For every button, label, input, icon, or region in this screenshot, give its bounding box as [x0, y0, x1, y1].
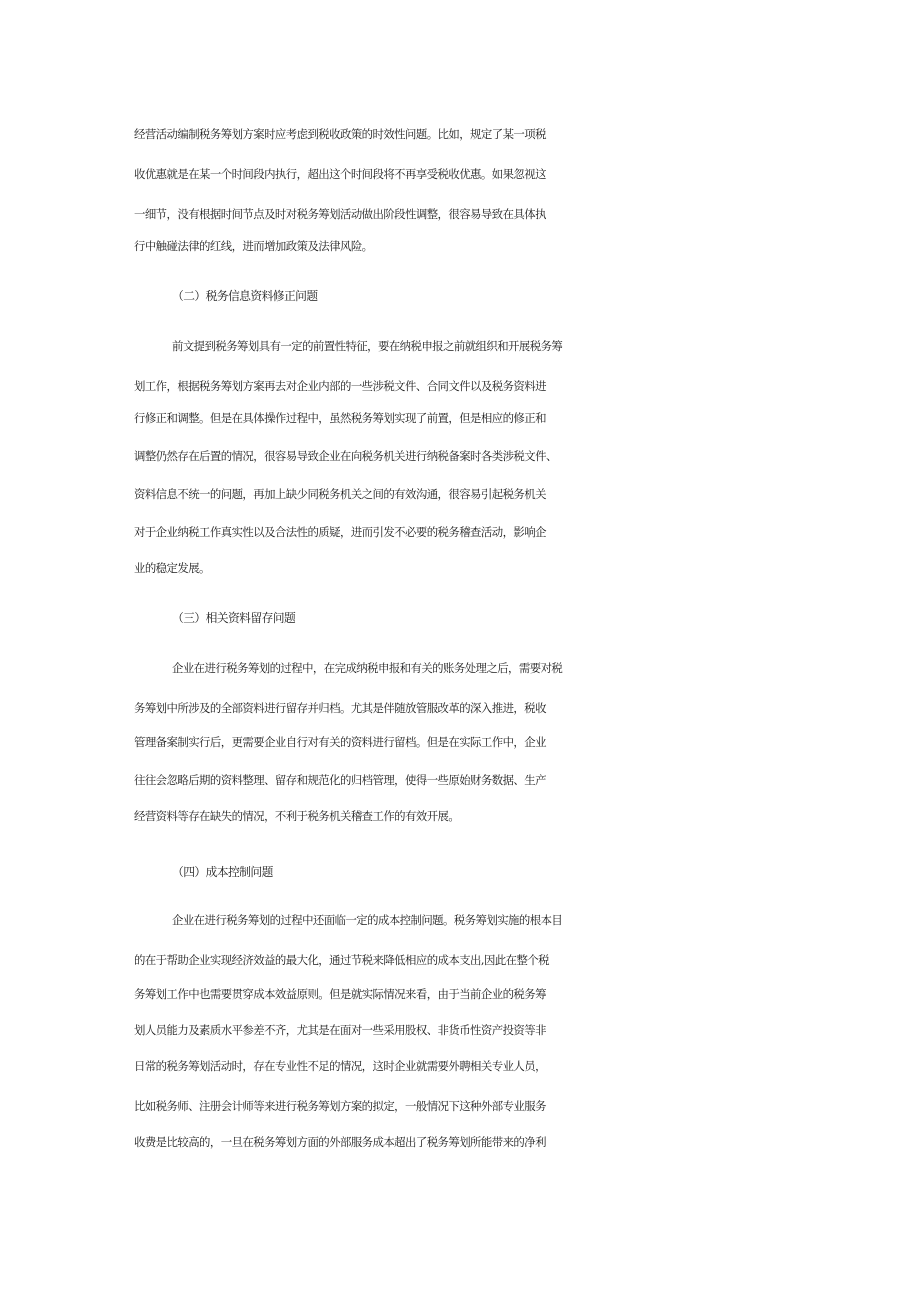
text-line: 日常的税务筹划活动时，存在专业性不足的情况，这时企业就需要外聘相关专业人员， [134, 1059, 546, 1073]
text-line [0, 1162, 920, 1194]
text-line: 经营活动编制税务筹划方案时应考虑到税收政策的时效性问题。比如，规定了某一项税 [134, 127, 546, 141]
text-line: 企业在进行税务筹划的过程中还面临一定的成本控制问题。税务筹划实施的根本目 [172, 913, 563, 927]
text-line: 调整仍然存在后置的情况，很容易导致企业在向税务机关进行纳税备案时各类涉税文件、 [134, 449, 557, 463]
text-line: 行修正和调整。但是在具体操作过程中，虽然税务筹划实现了前置，但是相应的修正和 [134, 411, 546, 425]
text-line: 行中触碰法律的红线，进而增加政策及法律风险。 [134, 239, 373, 253]
text-line: 的在于帮助企业实现经济效益的最大化，通过节税来降低相应的成本支出,因此在整个税 [134, 953, 550, 967]
text-line: 对于企业纳税工作真实性以及合法性的质疑，进而引发不必要的税务稽查活动，影响企 [134, 525, 546, 539]
text-line: 划人员能力及素质水平参差不齐，尤其是在面对一些采用股权、非货币性资产投资等非 [134, 1023, 546, 1037]
text-line: 经营资料等存在缺失的情况，不利于税务机关稽查工作的有效开展。 [134, 809, 460, 823]
text-line: 务筹划工作中也需要贯穿成本效益原则。但是就实际情况来看，由于当前企业的税务筹 [134, 987, 546, 1001]
section-heading: （二）税务信息资料修正问题 [172, 289, 318, 303]
text-line: 划工作，根据税务筹划方案再去对企业内部的一些涉税文件、合同文件以及税务资料进 [134, 379, 546, 393]
text-line: 收优惠就是在某一个时间段内执行，超出这个时间段将不再享受税收优惠。如果忽视这 [134, 167, 546, 181]
text-line: 往往会忽略后期的资料整理、留存和规范化的归档管理，使得一些原始财务数据、生产 [134, 773, 546, 787]
text-line: 收费是比较高的，一旦在税务筹划方面的外部服务成本超出了税务筹划所能带来的净利 [134, 1135, 546, 1149]
section-heading: （三）相关资料留存问题 [172, 611, 296, 625]
text-line: 管理备案制实行后，更需要企业自行对有关的资料进行留档。但是在实际工作中，企业 [134, 735, 546, 749]
text-line: 务筹划中所涉及的全部资料进行留存并归档。尤其是伴随放管服改革的深入推进，税收 [134, 701, 546, 715]
text-line: 资料信息不统一的问题，再加上缺少同税务机关之间的有效沟通，很容易引起税务机关 [134, 487, 546, 501]
text-line: 业的稳定发展。 [134, 561, 210, 575]
section-heading: （四）成本控制问题 [172, 865, 273, 879]
text-line: 企业在进行税务筹划的过程中，在完成纳税申报和有关的账务处理之后，需要对税 [172, 661, 563, 675]
text-line: 前文提到税务筹划具有一定的前置性特征，要在纳税申报之前就组织和开展税务筹 [172, 339, 563, 353]
text-line: 比如税务师、注册会计师等来进行税务筹划方案的拟定，一般情况下这种外部专业服务 [134, 1099, 546, 1113]
text-line: 一细节，没有根据时间节点及时对税务筹划活动做出阶段性调整，很容易导致在具体执 [134, 207, 546, 221]
